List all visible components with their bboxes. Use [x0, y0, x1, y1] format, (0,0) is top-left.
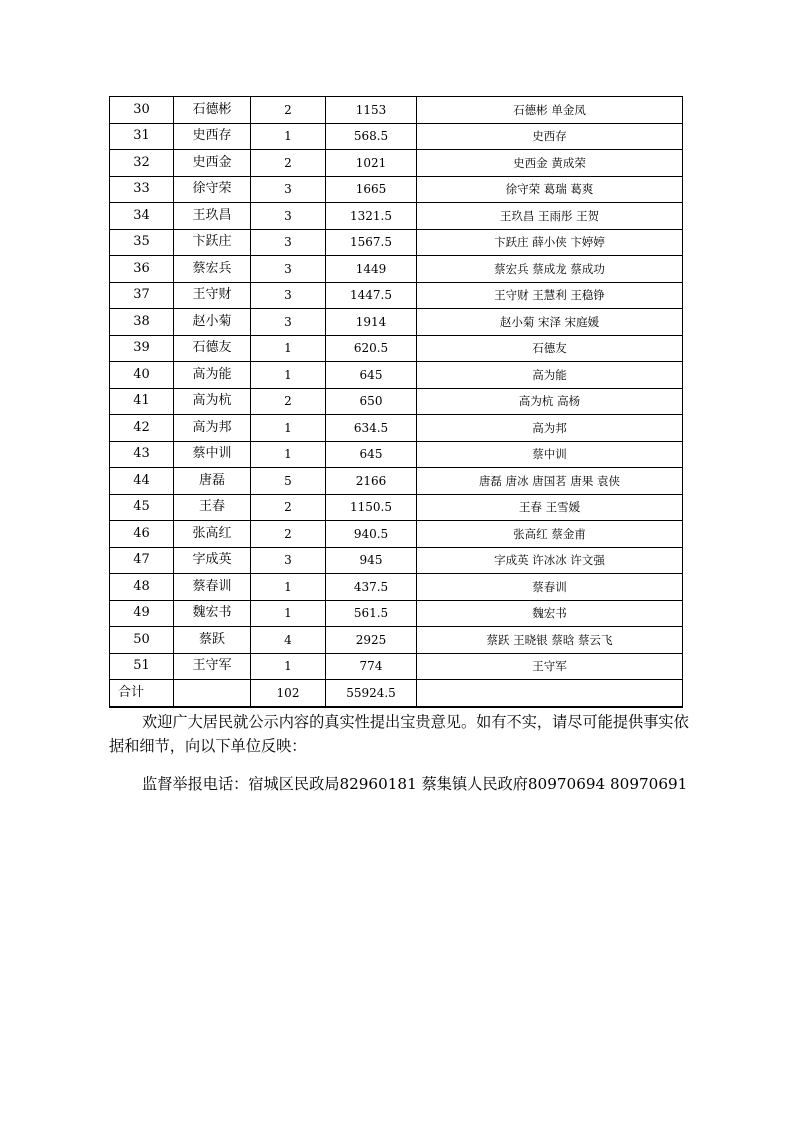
household-size: 1 — [251, 441, 326, 468]
household-members: 唐磊 唐冰 唐国茗 唐果 袁侠 — [417, 468, 683, 495]
householder-name: 唐磊 — [174, 468, 251, 495]
household-members: 卞跃庄 薛小侠 卞婷婷 — [417, 229, 683, 256]
household-members: 魏宏书 — [417, 600, 683, 627]
household-size: 1 — [251, 335, 326, 362]
household-size: 4 — [251, 627, 326, 654]
allowance-amount: 2166 — [326, 468, 417, 495]
allowance-amount: 1021 — [326, 150, 417, 177]
allowance-amount: 774 — [326, 653, 417, 680]
householder-name: 张高红 — [174, 521, 251, 548]
householder-name: 蔡跃 — [174, 627, 251, 654]
householder-name: 蔡中训 — [174, 441, 251, 468]
row-number: 38 — [110, 309, 174, 336]
allowance-amount: 2925 — [326, 627, 417, 654]
household-members: 王守军 — [417, 653, 683, 680]
total-row — [110, 680, 683, 707]
householder-name: 魏宏书 — [174, 600, 251, 627]
household-size: 3 — [251, 547, 326, 574]
table-row — [110, 388, 683, 415]
household-members: 史西金 黄成荣 — [417, 150, 683, 177]
table-row — [110, 547, 683, 574]
allowance-amount: 620.5 — [326, 335, 417, 362]
row-number: 51 — [110, 653, 174, 680]
row-number: 34 — [110, 203, 174, 230]
table-row — [110, 441, 683, 468]
row-number: 48 — [110, 574, 174, 601]
household-members: 高为邦 — [417, 415, 683, 442]
household-members: 石德彬 单金凤 — [417, 97, 683, 124]
household-size: 3 — [251, 203, 326, 230]
table-row — [110, 229, 683, 256]
householder-name: 赵小菊 — [174, 309, 251, 336]
total-amount: 55924.5 — [326, 680, 417, 707]
row-number: 50 — [110, 627, 174, 654]
householder-name: 高为能 — [174, 362, 251, 389]
household-size: 1 — [251, 600, 326, 627]
household-members: 石德友 — [417, 335, 683, 362]
household-members: 王守财 王慧利 王稳铮 — [417, 282, 683, 309]
household-members: 王玖昌 王雨彤 王贺 — [417, 203, 683, 230]
table-row — [110, 574, 683, 601]
table-row — [110, 203, 683, 230]
allowance-amount: 1449 — [326, 256, 417, 283]
table-row — [110, 653, 683, 680]
roster-body — [110, 97, 683, 707]
table-row — [110, 335, 683, 362]
public-notice-text: 欢迎广大居民就公示内容的真实性提出宝贵意见。如有不实，请尽可能提供事实依据和细节，向以下单位反映： — [109, 713, 689, 755]
allowance-amount: 437.5 — [326, 574, 417, 601]
allowance-amount: 568.5 — [326, 123, 417, 150]
householder-name: 徐守荣 — [174, 176, 251, 203]
table-row — [110, 627, 683, 654]
household-members: 字成英 许冰冰 许文强 — [417, 547, 683, 574]
row-number: 43 — [110, 441, 174, 468]
row-number: 44 — [110, 468, 174, 495]
table-row — [110, 176, 683, 203]
household-members: 高为能 — [417, 362, 683, 389]
household-members: 王春 王雪媛 — [417, 494, 683, 521]
household-size: 5 — [251, 468, 326, 495]
allowance-amount: 645 — [326, 362, 417, 389]
householder-name: 王春 — [174, 494, 251, 521]
row-number: 33 — [110, 176, 174, 203]
household-members: 徐守荣 葛瑞 葛爽 — [417, 176, 683, 203]
household-size: 2 — [251, 521, 326, 548]
allowance-amount: 1914 — [326, 309, 417, 336]
householder-name: 高为邦 — [174, 415, 251, 442]
supervision-hotline-text: 监督举报电话：宿城区民政局82960181 蔡集镇人民政府80970694 80970691 — [142, 775, 688, 793]
household-size: 1 — [251, 362, 326, 389]
household-size: 1 — [251, 415, 326, 442]
row-number: 46 — [110, 521, 174, 548]
allowance-amount: 1153 — [326, 97, 417, 124]
allowance-amount: 1321.5 — [326, 203, 417, 230]
total-members-cell — [417, 680, 683, 707]
householder-name: 蔡春训 — [174, 574, 251, 601]
allowance-amount: 561.5 — [326, 600, 417, 627]
householder-name: 卞跃庄 — [174, 229, 251, 256]
household-size: 3 — [251, 282, 326, 309]
householder-name: 王玖昌 — [174, 203, 251, 230]
table-row — [110, 521, 683, 548]
householder-name: 王守军 — [174, 653, 251, 680]
allowance-roster — [109, 96, 682, 708]
row-number: 47 — [110, 547, 174, 574]
table-row — [110, 415, 683, 442]
table-row — [110, 282, 683, 309]
table-row — [110, 256, 683, 283]
allowance-amount: 634.5 — [326, 415, 417, 442]
household-size: 3 — [251, 229, 326, 256]
table-row — [110, 494, 683, 521]
table-row — [110, 97, 683, 124]
roster-table — [109, 96, 683, 708]
allowance-amount: 1447.5 — [326, 282, 417, 309]
household-members: 蔡春训 — [417, 574, 683, 601]
household-size: 3 — [251, 309, 326, 336]
household-members: 史西存 — [417, 123, 683, 150]
row-number: 45 — [110, 494, 174, 521]
household-members: 蔡跃 王晓银 蔡晗 蔡云飞 — [417, 627, 683, 654]
householder-name: 石德友 — [174, 335, 251, 362]
table-row — [110, 309, 683, 336]
row-number: 32 — [110, 150, 174, 177]
householder-name: 石德彬 — [174, 97, 251, 124]
table-row — [110, 362, 683, 389]
total-label: 合计 — [110, 680, 174, 707]
householder-name: 字成英 — [174, 547, 251, 574]
row-number: 35 — [110, 229, 174, 256]
row-number: 42 — [110, 415, 174, 442]
household-size: 1 — [251, 574, 326, 601]
household-members: 蔡宏兵 蔡成龙 蔡成功 — [417, 256, 683, 283]
row-number: 49 — [110, 600, 174, 627]
row-number: 36 — [110, 256, 174, 283]
table-row — [110, 123, 683, 150]
table-row — [110, 468, 683, 495]
allowance-amount: 1665 — [326, 176, 417, 203]
household-size: 3 — [251, 256, 326, 283]
allowance-amount: 1150.5 — [326, 494, 417, 521]
householder-name: 蔡宏兵 — [174, 256, 251, 283]
householder-name: 史西金 — [174, 150, 251, 177]
row-number: 31 — [110, 123, 174, 150]
household-members: 蔡中训 — [417, 441, 683, 468]
household-members: 高为杭 高杨 — [417, 388, 683, 415]
household-members: 赵小菊 宋泽 宋庭媛 — [417, 309, 683, 336]
table-row — [110, 600, 683, 627]
household-size: 2 — [251, 494, 326, 521]
row-number: 30 — [110, 97, 174, 124]
total-name-cell — [174, 680, 251, 707]
row-number: 39 — [110, 335, 174, 362]
household-size: 2 — [251, 97, 326, 124]
household-size: 2 — [251, 388, 326, 415]
allowance-amount: 1567.5 — [326, 229, 417, 256]
allowance-amount: 645 — [326, 441, 417, 468]
householder-name: 高为杭 — [174, 388, 251, 415]
household-size: 1 — [251, 123, 326, 150]
household-size: 1 — [251, 653, 326, 680]
household-size: 3 — [251, 176, 326, 203]
allowance-amount: 945 — [326, 547, 417, 574]
household-size: 2 — [251, 150, 326, 177]
table-row — [110, 150, 683, 177]
allowance-amount: 650 — [326, 388, 417, 415]
allowance-amount: 940.5 — [326, 521, 417, 548]
householder-name: 王守财 — [174, 282, 251, 309]
row-number: 37 — [110, 282, 174, 309]
householder-name: 史西存 — [174, 123, 251, 150]
row-number: 40 — [110, 362, 174, 389]
household-members: 张高红 蔡金甫 — [417, 521, 683, 548]
row-number: 41 — [110, 388, 174, 415]
total-count: 102 — [251, 680, 326, 707]
